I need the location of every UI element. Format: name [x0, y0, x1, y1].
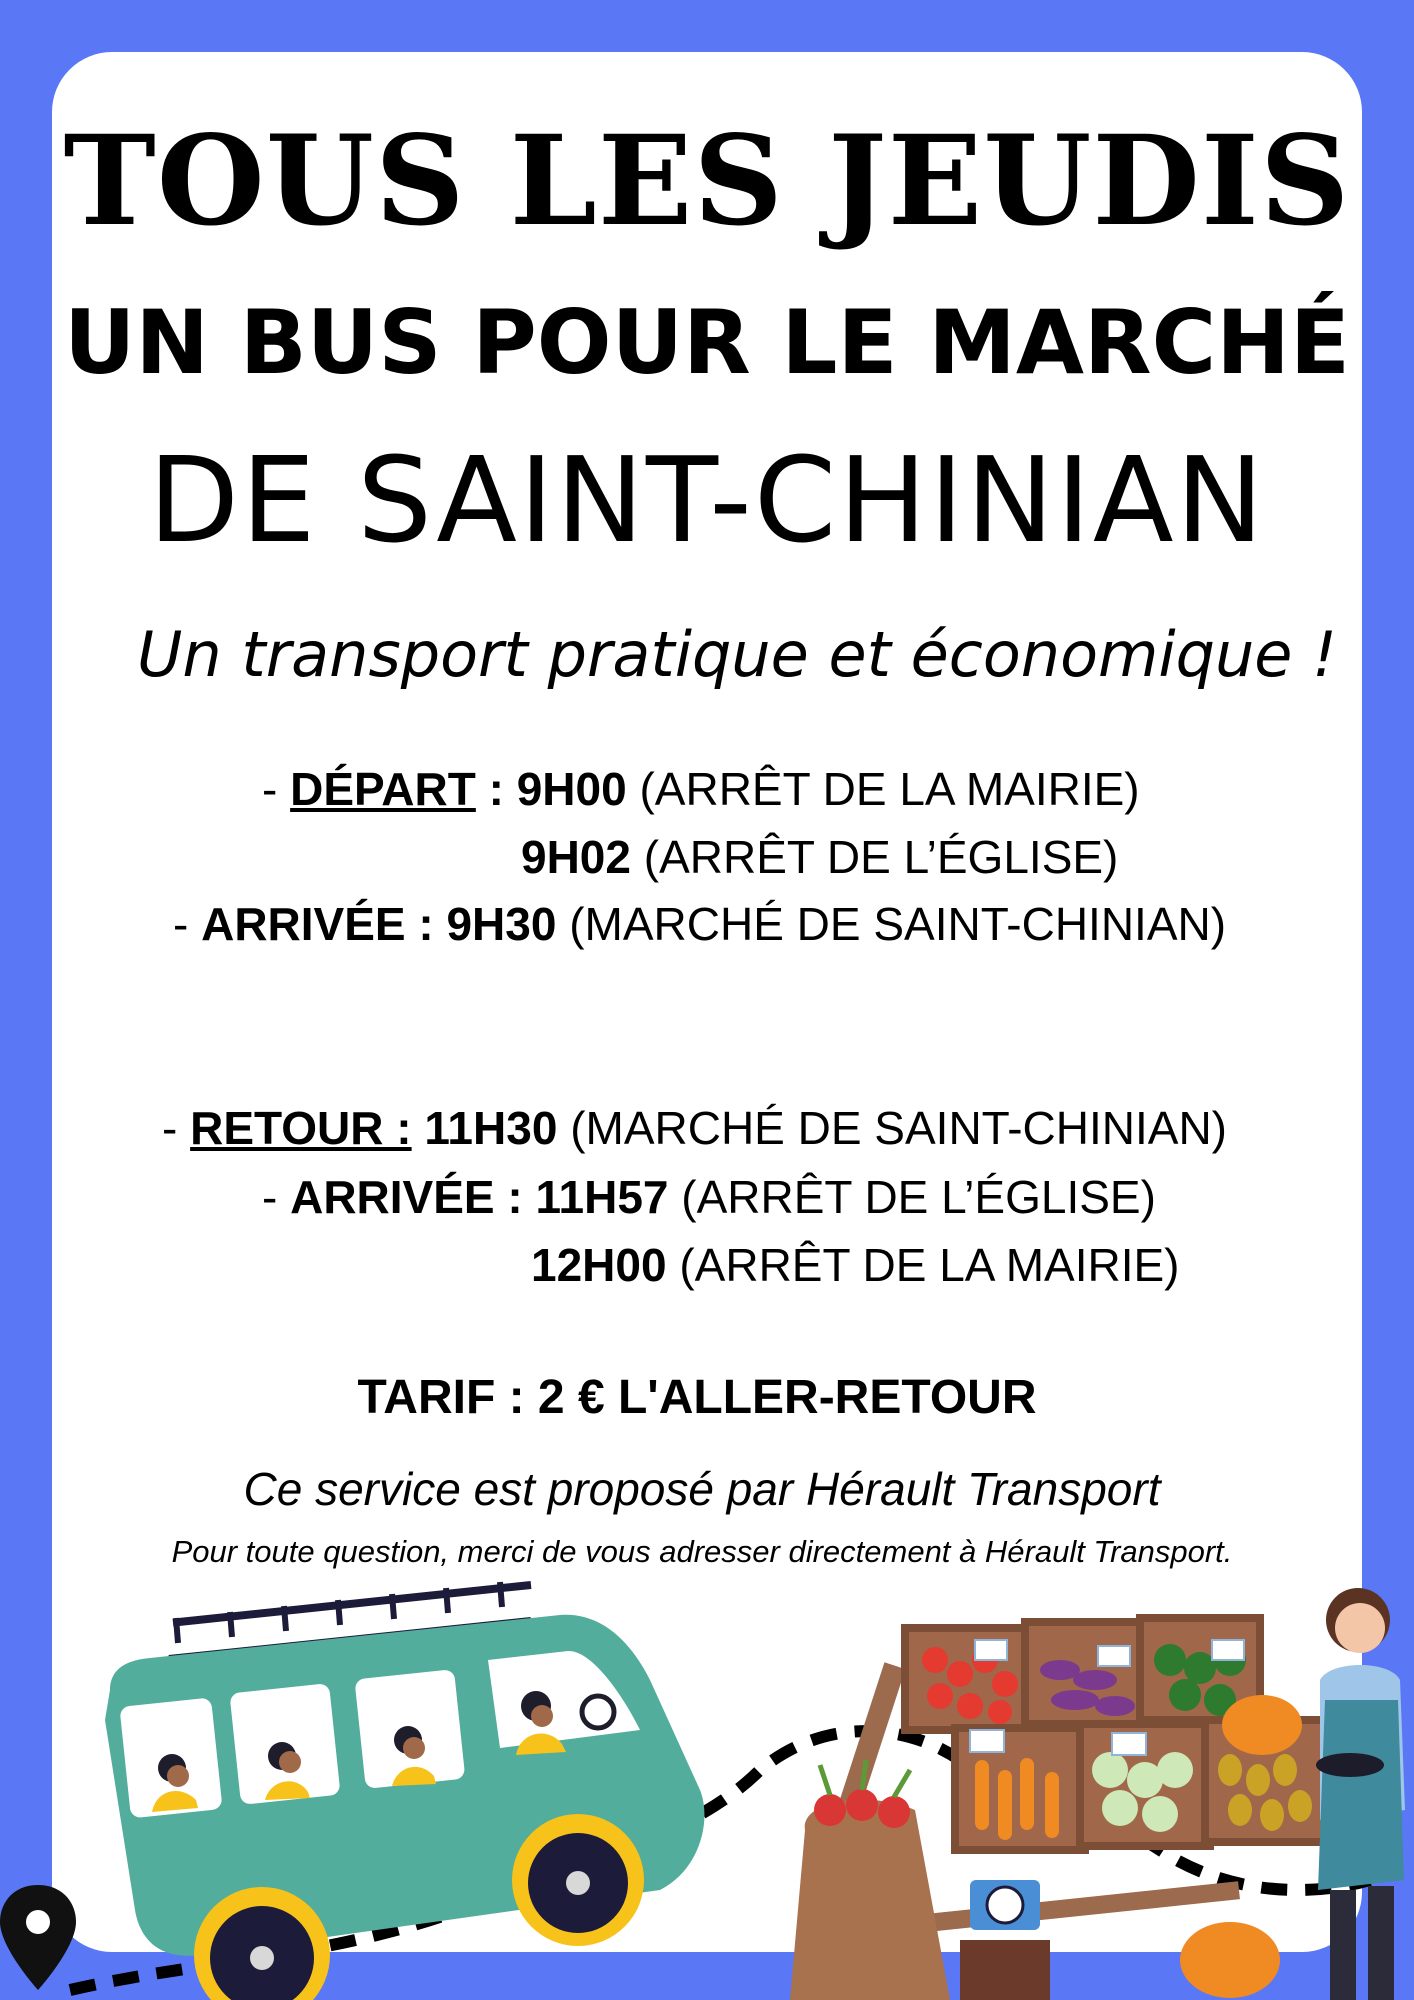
final-time: 12H00 — [531, 1239, 667, 1291]
bus-illustration — [105, 1581, 704, 2000]
contact-text: Pour toute question, merci de vous adresser directement à Hérault Transport. — [171, 1534, 1233, 1569]
depart-label: DÉPART — [290, 763, 476, 815]
depart-second-row — [521, 830, 1118, 885]
return-arrival-label: ARRIVÉE : 11H57 — [290, 1171, 669, 1223]
final-stop: (ARRÊT DE LA MAIRIE) — [679, 1239, 1180, 1291]
arrival-stop: (MARCHÉ DE SAINT-CHINIAN) — [569, 898, 1227, 950]
tarif: TARIF : 2 € L'ALLER-RETOUR — [357, 1371, 1037, 1424]
location-pin-icon — [0, 1885, 76, 1990]
title-line-3: DE SAINT-CHINIAN — [148, 431, 1266, 569]
return-label: RETOUR : — [190, 1102, 412, 1154]
market-stall-illustration — [790, 1618, 1330, 2000]
second-stop: (ARRÊT DE L’ÉGLISE) — [643, 831, 1119, 883]
second-time: 9H02 — [521, 831, 631, 883]
depart-time: 9H00 — [516, 763, 627, 815]
market-illustration — [0, 1570, 1414, 2000]
return-time: 11H30 — [424, 1102, 558, 1154]
return-final-row — [531, 1238, 1179, 1293]
return-row: - RETOUR : 11H30 (MARCHÉ DE SAINT-CHINIAN) — [162, 1102, 1227, 1154]
return-arrival-row: - ARRIVÉE : 11H57 (ARRÊT DE L’ÉGLISE) — [262, 1171, 1156, 1223]
arrival-label: ARRIVÉE : 9H30 — [201, 898, 557, 950]
arrival-row: - ARRIVÉE : 9H30 (MARCHÉ DE SAINT-CHINIAN) — [173, 898, 1227, 950]
subtitle: Un transport pratique et économique ! — [137, 618, 1337, 691]
return-arrival-stop: (ARRÊT DE L’ÉGLISE) — [681, 1171, 1156, 1223]
return-stop: (MARCHÉ DE SAINT-CHINIAN) — [570, 1102, 1227, 1154]
depart-stop: (ARRÊT DE LA MAIRIE) — [639, 763, 1140, 815]
title-line-1: TOUS LES JEUDIS — [63, 109, 1351, 254]
vendor-illustration — [1316, 1588, 1405, 2000]
title-line-2: UN BUS POUR LE MARCHÉ — [63, 291, 1351, 394]
depart-row: - DÉPART : 9H00 (ARRÊT DE LA MAIRIE) — [262, 763, 1140, 815]
service-text: Ce service est proposé par Hérault Transport — [243, 1463, 1161, 1515]
